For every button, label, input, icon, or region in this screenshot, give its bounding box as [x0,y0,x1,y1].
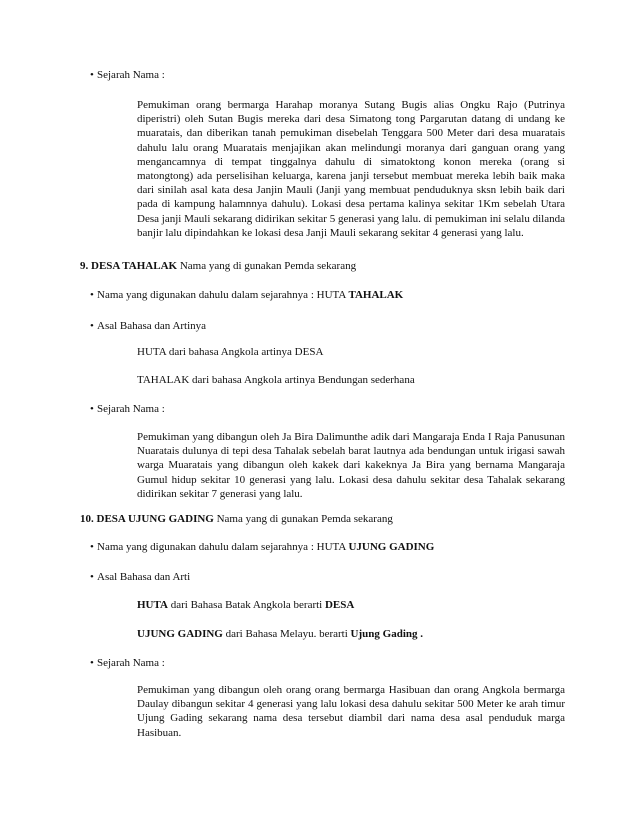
bullet-icon: • [90,69,94,81]
bullet-sejarah-nama-10: • Sejarah Nama : [90,657,165,669]
asal-line-tahalak-9: TAHALAK dari bahasa Angkola artinya Bendungan sederhana [137,374,415,386]
bullet-icon: • [90,403,94,415]
bullet-asal-bahasa-9: • Asal Bahasa dan Artinya [90,320,207,332]
bullet-icon: • [90,571,94,583]
bullet-sejarah-nama-8: • Sejarah Nama : [90,69,165,81]
section-heading-9: 9. DESA TAHALAK Nama yang di gunakan Pemda sekarang [80,260,357,272]
bullet-nama-dahulu-10: • Nama yang digunakan dahulu dalam sejarahnya : HUTA UJUNG GADING [90,541,435,553]
asal-line-huta-10: HUTA dari Bahasa Batak Angkola berarti DESA [137,599,355,611]
bullet-sejarah-nama-9: • Sejarah Nama : [90,403,165,415]
bullet-nama-dahulu-9: • Nama yang digunakan dahulu dalam sejarahnya : HUTA TAHALAK [90,289,404,301]
bullet-icon: • [90,320,94,332]
bullet-icon: • [90,541,94,553]
section-heading-10: 10. DESA UJUNG GADING Nama yang di gunakan Pemda sekarang [80,513,393,525]
asal-line-ujung-gading-10: UJUNG GADING dari Bahasa Melayu. berarti Ujung Gading . [137,628,423,640]
bullet-asal-bahasa-10: • Asal Bahasa dan Arti [90,571,191,583]
bullet-icon: • [90,289,94,301]
sejarah-paragraph-8: Pemukiman orang bermarga Harahap moranya Sutang Bugis alias Ongku Rajo (Putrinya diperistri) oleh Sutan Bugis mereka dari desa Simatong tong Pargarutan datang di undang ke muaratais, dan diberikan tanah pemukiman disebelah Tenggara 500 Meter dari desa muaratais dahulu lalu orang Muaratais menjajikan akan melindungi moranya dari ganguan orang yang mengancamnya di tempat tinggalnya dahulu di simatoktong konon mereka (orang si matongtong) ada perselisihan keluarga, karena janji tersebut membuat mereka lebih baik maka dari sinilah asal kata desa Janjin Mauli (Janji yang membuat penduduknya sksn lebih baik dari pada di kampung halamnnya dahulu). Lokasi desa pertama kalinya sekitar 1Km sebelah Utara Desa janji Mauli sekarang didirikan sekitar 5 generasi yang lalu. di pemukiman ini selalu dilanda banjir lalu dipindahkan ke lokasi desa Janji Mauli sekarang sekitar 4 generasi yang lalu. [137,99,565,239]
sejarah-paragraph-9: Pemukiman yang dibangun oleh Ja Bira Dalimunthe adik dari Mangaraja Enda I Raja Panusunan Nuaratais dulunya di tepi desa Tahalak sebelah barat lautnya ada bendungan untuk irigasi sawah warga Muaratais yang dibangun oleh kakek dari kakeknya Ja Bira yang bernama Mangaraja Gumul hidup sekitar 10 generasi yang lalu. Lokasi desa dahulu sekitar desa Tahalak sekarang didirikan sekitar 7 generasi yang lalu. [137,431,565,500]
asal-line-huta-9: HUTA dari bahasa Angkola artinya DESA [137,346,324,358]
sejarah-paragraph-10: Pemukiman yang dibangun oleh orang orang bermarga Hasibuan dan orang Angkola bermarga Daulay dibangun sekitar 4 generasi yang lalu lokasi desa dahulu sekitar 500 Meter ke arah timur Ujung Gading sekarang nama desa tersebut diambil dari nama desa asal penduduk marga Hasibuan. [137,684,565,739]
bullet-icon: • [90,657,94,669]
